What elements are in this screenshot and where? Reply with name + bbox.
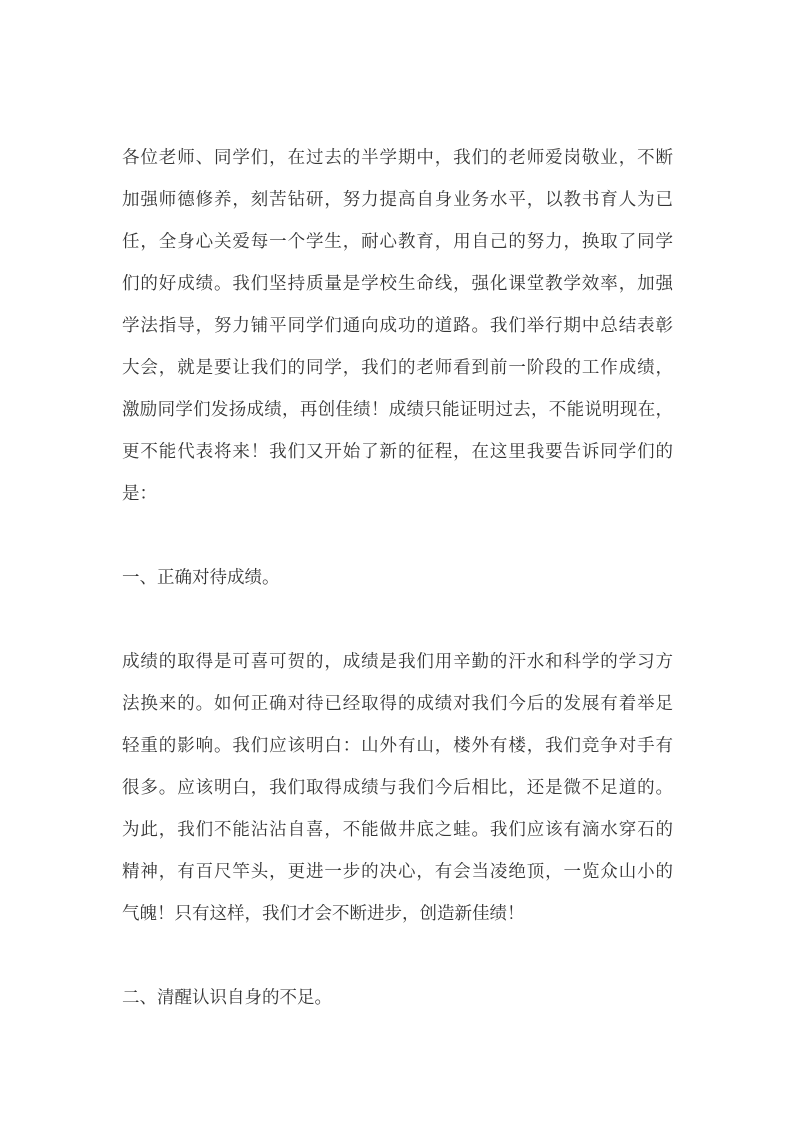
text-line: 更不能代表将来！我们又开始了新的征程，在这里我要告诉同学们的 bbox=[122, 441, 673, 461]
text-line: 轻重的影响。我们应该明白：山外有山，楼外有楼，我们竞争对手有 bbox=[122, 735, 673, 755]
text-line: 精神，有百尺竿头，更进一步的决心，有会当凌绝顶，一览众山小的 bbox=[122, 861, 673, 881]
text-line: 很多。应该明白，我们取得成绩与我们今后相比，还是微不足道的。 bbox=[122, 777, 673, 797]
paragraph bbox=[122, 640, 673, 934]
text-line: 激励同学们发扬成绩，再创佳绩！成绩只能证明过去，不能说明现在， bbox=[122, 399, 673, 419]
text-line: 法换来的。如何正确对待已经取得的成绩对我们今后的发展有着举足 bbox=[122, 693, 673, 713]
text-line: 任，全身心关爱每一个学生，耐心教育，用自己的努力，换取了同学 bbox=[122, 231, 673, 251]
text-line: 学法指导，努力铺平同学们通向成功的道路。我们举行期中总结表彰 bbox=[122, 315, 673, 335]
section-heading bbox=[122, 976, 673, 1018]
section-heading bbox=[122, 556, 673, 598]
text-line: 一、正确对待成绩。 bbox=[122, 567, 280, 587]
document-content bbox=[122, 136, 673, 1018]
text-line: 气魄！只有这样，我们才会不断进步，创造新佳绩！ bbox=[122, 903, 525, 923]
text-line: 为此，我们不能沾沾自喜，不能做井底之蛙。我们应该有滴水穿石的 bbox=[122, 819, 673, 839]
text-line: 各位老师、同学们，在过去的半学期中，我们的老师爱岗敬业，不断 bbox=[122, 147, 673, 167]
text-line: 们的好成绩。我们坚持质量是学校生命线，强化课堂教学效率，加强 bbox=[122, 273, 673, 293]
paragraph bbox=[122, 136, 673, 514]
text-line: 加强师德修养，刻苦钻研，努力提高自身业务水平，以教书育人为已 bbox=[122, 189, 673, 209]
text-line: 是： bbox=[122, 483, 157, 503]
text-line: 大会，就是要让我们的同学，我们的老师看到前一阶段的工作成绩， bbox=[122, 357, 673, 377]
text-line: 成绩的取得是可喜可贺的，成绩是我们用辛勤的汗水和科学的学习方 bbox=[122, 651, 673, 671]
text-line: 二、清醒认识自身的不足。 bbox=[122, 987, 332, 1007]
